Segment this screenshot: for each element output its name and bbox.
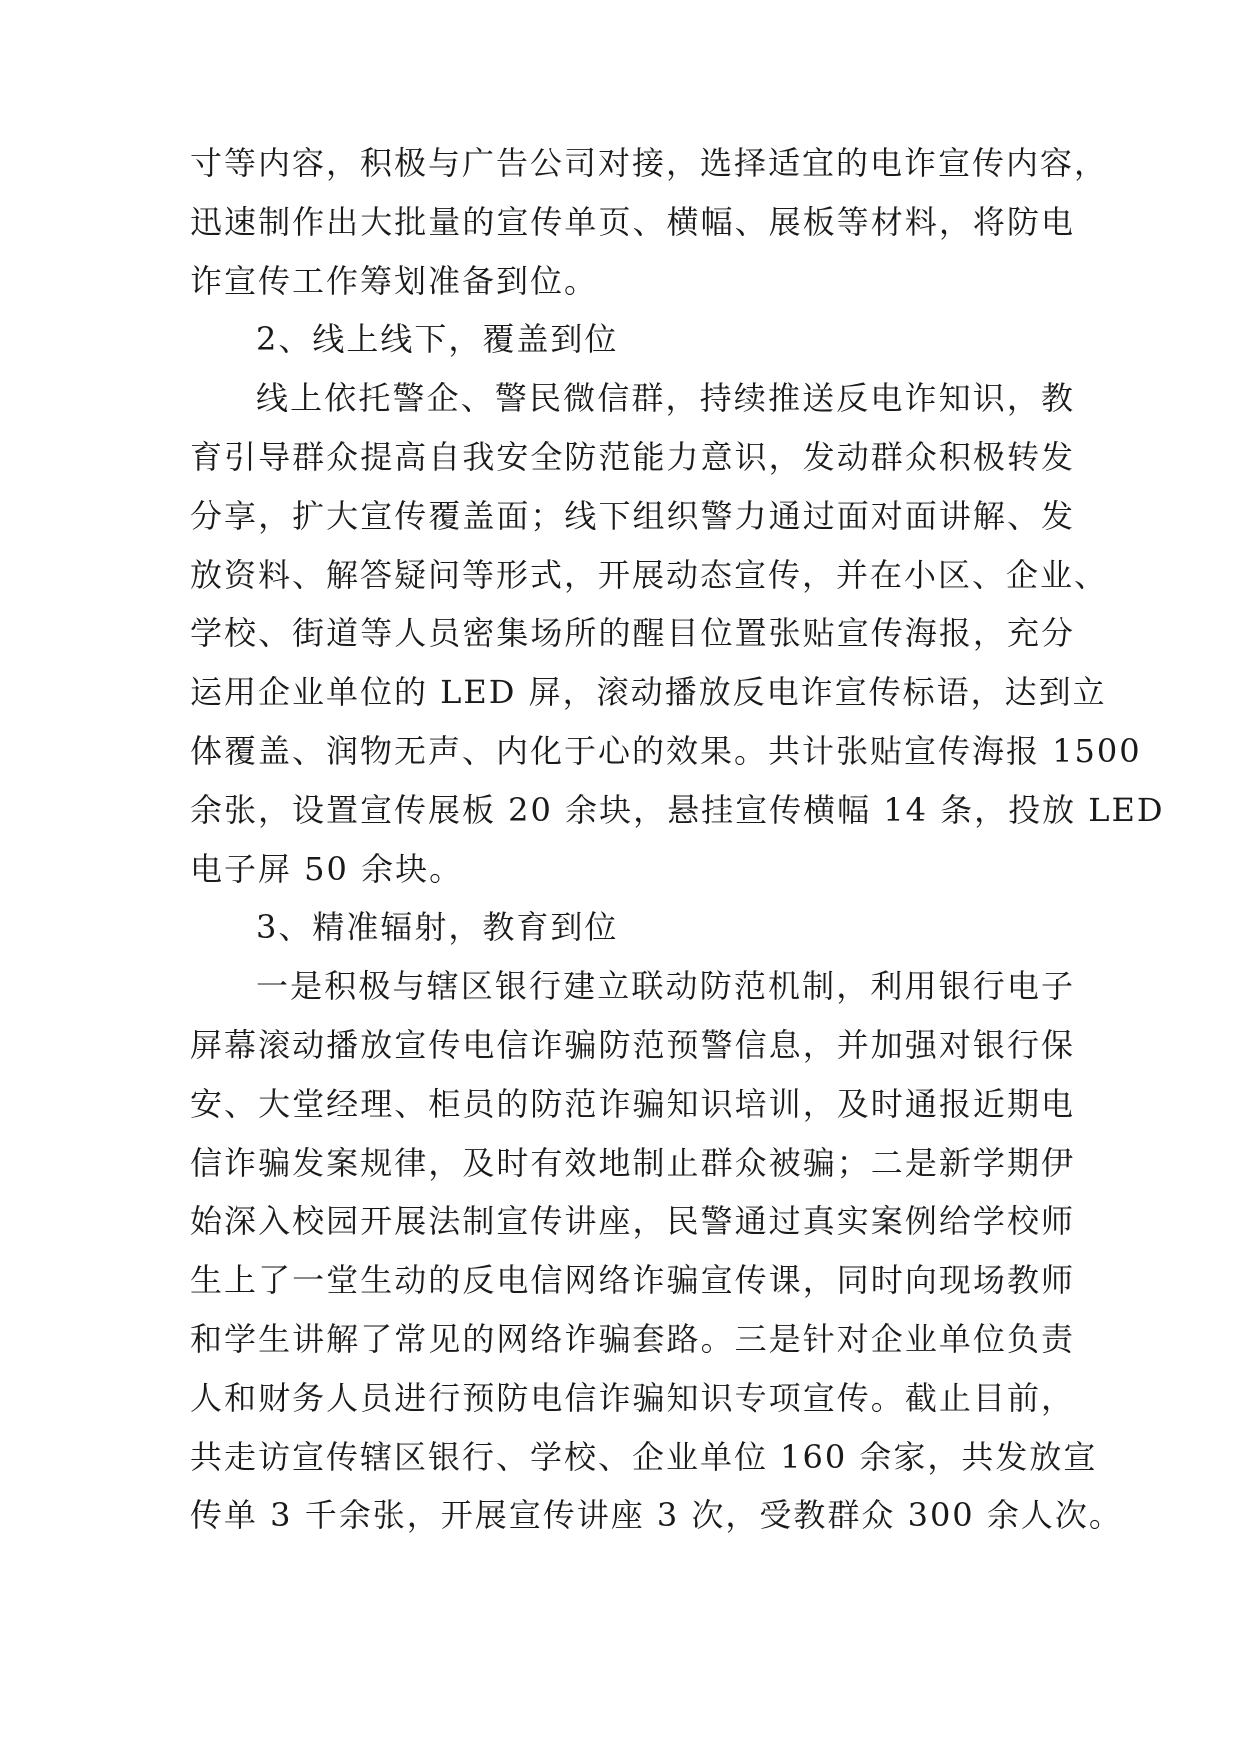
paragraph-line: 育引导群众提高自我安全防范能力意识，发动群众积极转发 bbox=[190, 437, 1075, 476]
paragraph-line: 生上了一堂生动的反电信网络诈骗宣传课，同时向现场教师 bbox=[190, 1261, 1075, 1300]
paragraph-line: 传单 3 千余张，开展宣传讲座 3 次，受教群众 300 余人次。 bbox=[190, 1496, 1123, 1535]
paragraph-line: 寸等内容，积极与广告公司对接，选择适宜的电诈宣传内容， bbox=[190, 144, 1109, 182]
paragraph-line: 分享，扩大宣传覆盖面；线下组织警力通过面对面讲解、发 bbox=[190, 496, 1075, 535]
paragraph-line: 迅速制作出大批量的宣传单页、横幅、展板等材料，将防电 bbox=[190, 202, 1075, 241]
document-page bbox=[190, 134, 1165, 1545]
section-2-heading: 2、线上线下，覆盖到位 bbox=[256, 320, 619, 359]
paragraph-line: 体覆盖、润物无声、内化于心的效果。共计张贴宣传海报 1500 bbox=[190, 731, 1142, 770]
paragraph-line: 信诈骗发案规律，及时有效地制止群众被骗；二是新学期伊 bbox=[190, 1143, 1075, 1182]
paragraph-line: 人和财务人员进行预防电信诈骗知识专项宣传。截止目前， bbox=[190, 1378, 1075, 1417]
paragraph-line: 余张，设置宣传展板 20 余块，悬挂宣传横幅 14 条，投放 LED bbox=[190, 790, 1165, 829]
section-2-paragraph bbox=[190, 369, 1165, 898]
paragraph-line: 线上依托警企、警民微信群，持续推送反电诈知识，教 bbox=[256, 379, 1075, 418]
paragraph-line: 和学生讲解了常见的网络诈骗套路。三是针对企业单位负责 bbox=[190, 1319, 1075, 1358]
paragraph-line: 一是积极与辖区银行建立联动防范机制，利用银行电子 bbox=[256, 967, 1075, 1006]
paragraph-line: 电子屏 50 余块。 bbox=[190, 849, 464, 888]
paragraph-line: 共走访宣传辖区银行、学校、企业单位 160 余家，共发放宣 bbox=[190, 1437, 1098, 1476]
paragraph-line: 放资料、解答疑问等形式，开展动态宣传，并在小区、企业、 bbox=[190, 555, 1109, 594]
section-3-paragraph bbox=[190, 957, 1123, 1545]
paragraph-line: 诈宣传工作筹划准备到位。 bbox=[190, 261, 599, 300]
continuation-paragraph bbox=[190, 134, 1109, 310]
paragraph-line: 安、大堂经理、柜员的防范诈骗知识培训，及时通报近期电 bbox=[190, 1084, 1075, 1123]
section-3-heading: 3、精准辐射，教育到位 bbox=[256, 908, 619, 947]
paragraph-line: 运用企业单位的 LED 屏，滚动播放反电诈宣传标语，达到立 bbox=[190, 673, 1107, 712]
paragraph-line: 始深入校园开展法制宣传讲座，民警通过真实案例给学校师 bbox=[190, 1202, 1075, 1241]
paragraph-line: 屏幕滚动播放宣传电信诈骗防范预警信息，并加强对银行保 bbox=[190, 1025, 1075, 1064]
paragraph-line: 学校、街道等人员密集场所的醒目位置张贴宣传海报，充分 bbox=[190, 614, 1075, 653]
